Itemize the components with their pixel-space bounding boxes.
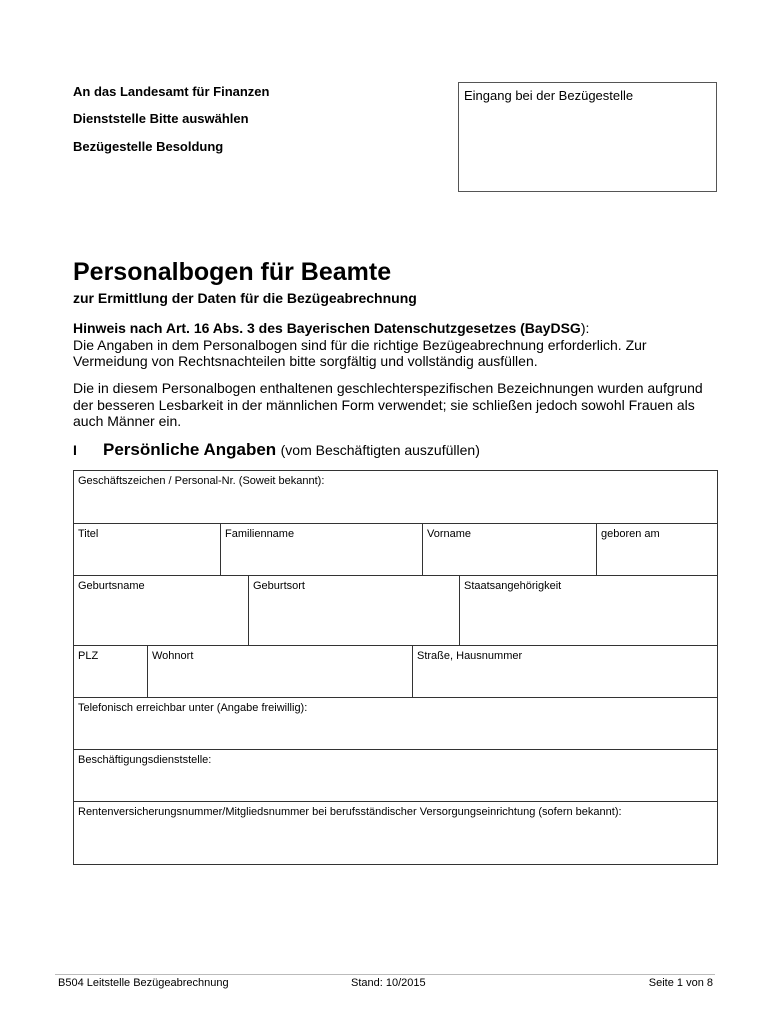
- form-row-birth: [74, 575, 717, 646]
- employer-label: Beschäftigungsdienststelle:: [78, 754, 212, 766]
- privacy-notice-line-2: Vermeidung von Rechtsnachteilen bitte sorgfältig und vollständig ausfüllen.: [73, 353, 538, 369]
- privacy-notice-heading: Hinweis nach Art. 16 Abs. 3 des Bayerischen Datenschutzgesetzes (BayDSG):: [73, 320, 590, 336]
- pension-number-label: Rentenversicherungsnummer/Mitgliedsnummer bei berufsständischer Versorgungseinrichtung (sofern bekannt):: [78, 806, 622, 818]
- section-heading: [73, 440, 480, 460]
- city-label: Wohnort: [152, 650, 194, 662]
- gender-note: [73, 380, 703, 430]
- gender-note-line-1: Die in diesem Personalbogen enthaltenen geschlechterspezifischen Bezeichnungen wurden aufgrund: [73, 380, 703, 396]
- reference-number-field[interactable]: [74, 471, 717, 523]
- birth-place-label: Geburtsort: [253, 580, 305, 592]
- form-row-address: [74, 645, 717, 698]
- city-field[interactable]: [147, 646, 412, 698]
- title-label: Titel: [78, 528, 99, 540]
- title-field[interactable]: [74, 524, 220, 576]
- form-row-name: [74, 523, 717, 576]
- surname-label: Familienname: [225, 528, 295, 540]
- nationality-label: Staatsangehörigkeit: [464, 580, 562, 592]
- privacy-notice: [73, 320, 647, 370]
- receipt-stamp-box: [458, 82, 717, 192]
- section-number: I: [73, 442, 77, 458]
- footer-version: Stand: 10/2015: [351, 977, 426, 989]
- phone-field[interactable]: [74, 698, 717, 750]
- birth-place-field[interactable]: [248, 576, 459, 646]
- recipient-line-1: An das Landesamt für Finanzen: [73, 84, 270, 99]
- birth-name-label: Geburtsname: [78, 580, 145, 592]
- form-row-phone: [74, 697, 717, 750]
- gender-note-line-2: der besseren Lesbarkeit in der männlichen Form verwendet; sie schließen jedoch sowohl Frauen als: [73, 396, 695, 413]
- footer-divider: [55, 974, 715, 975]
- postal-code-field[interactable]: [74, 646, 147, 698]
- phone-label: Telefonisch erreichbar unter (Angabe freiwillig):: [78, 702, 308, 714]
- recipient-line-3: Bezügestelle Besoldung: [73, 139, 224, 154]
- section-subtitle: (vom Beschäftigten auszufüllen): [280, 442, 480, 458]
- footer-page-number: Seite 1 von 8: [648, 977, 713, 989]
- recipient-line-2[interactable]: Dienststelle Bitte auswählen: [73, 111, 249, 126]
- surname-field[interactable]: [220, 524, 422, 576]
- page-title: Personalbogen für Beamte: [73, 258, 392, 286]
- employer-field[interactable]: [74, 750, 717, 802]
- pension-number-field[interactable]: [74, 802, 717, 865]
- first-name-label: Vorname: [427, 528, 472, 540]
- section-title: Persönliche Angaben: [103, 440, 277, 459]
- personal-data-form: [73, 470, 718, 865]
- receipt-stamp-label: Eingang bei der Bezügestelle: [464, 88, 634, 103]
- birth-date-label: geboren am: [601, 528, 660, 540]
- form-row-employer: [74, 749, 717, 802]
- street-field[interactable]: [412, 646, 717, 698]
- street-label: Straße, Hausnummer: [417, 650, 523, 662]
- birth-name-field[interactable]: [74, 576, 248, 646]
- nationality-field[interactable]: [459, 576, 717, 646]
- first-name-field[interactable]: [422, 524, 596, 576]
- privacy-notice-line-1: Die Angaben in dem Personalbogen sind für die richtige Bezügeabrechnung erforderlich. Zur: [73, 336, 647, 353]
- reference-number-label: Geschäftszeichen / Personal-Nr. (Soweit bekannt):: [78, 475, 325, 487]
- footer-form-id: B504 Leitstelle Bezügeabrechnung: [58, 977, 229, 989]
- page-subtitle: zur Ermittlung der Daten für die Bezügeabrechnung: [73, 290, 417, 306]
- postal-code-label: PLZ: [78, 650, 99, 662]
- birth-date-field[interactable]: [596, 524, 717, 576]
- form-row-pension: [74, 801, 717, 865]
- form-row-reference: [74, 471, 717, 523]
- gender-note-line-3: auch Männer ein.: [73, 413, 182, 429]
